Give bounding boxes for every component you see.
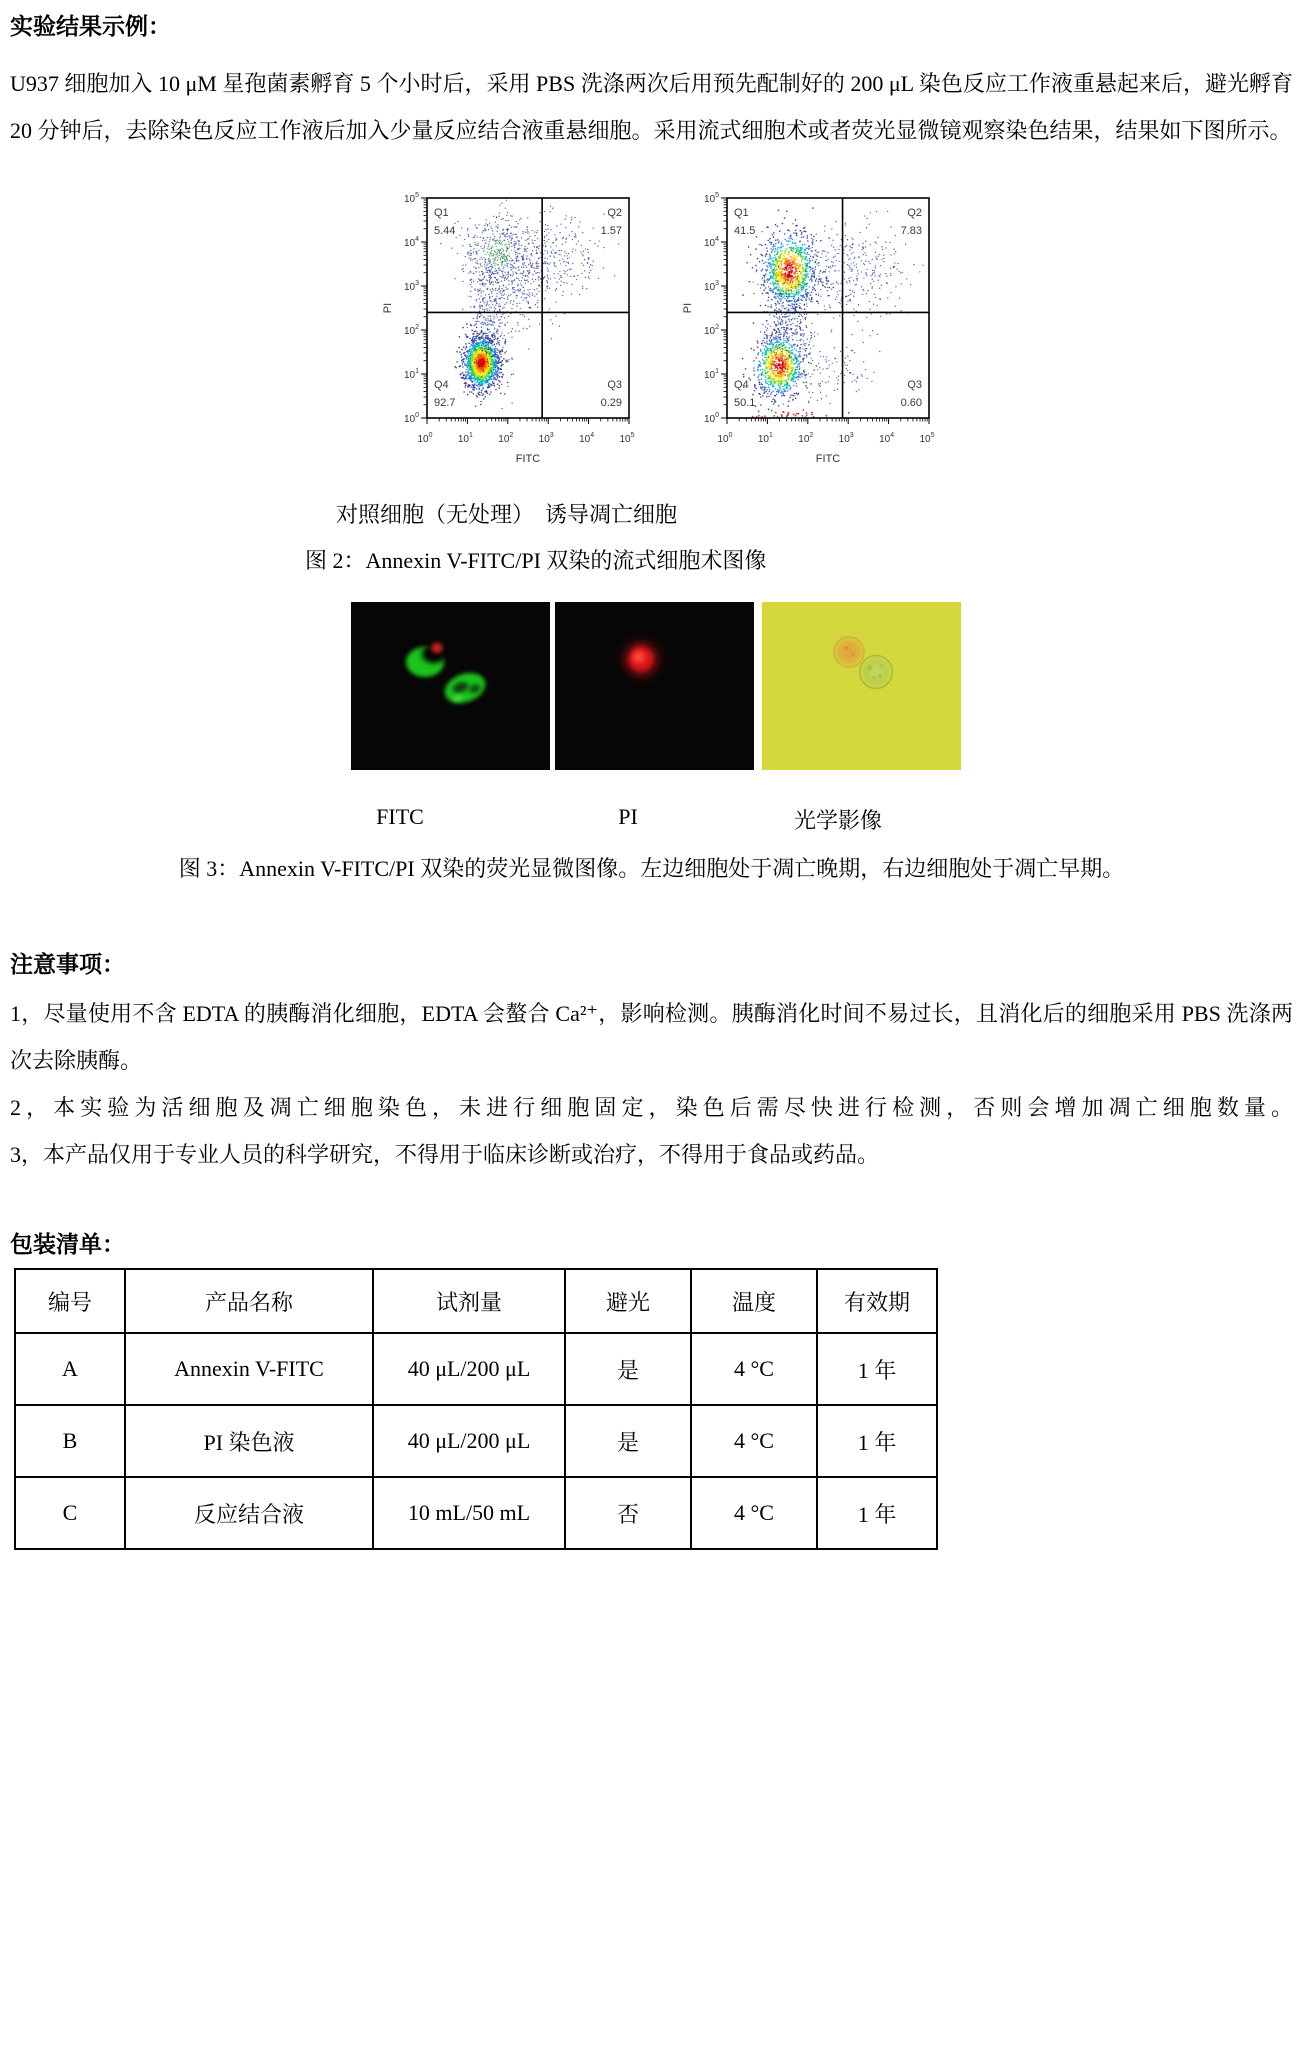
section-title-packing: 包装清单：	[10, 1232, 125, 1257]
svg-text:Q1: Q1	[434, 207, 449, 219]
table-cell: 是	[565, 1405, 691, 1477]
svg-text:101: $10^1$	[403, 368, 419, 381]
section-title-notes: 注意事项：	[10, 952, 125, 977]
table-header-id: 编号	[15, 1269, 125, 1333]
table-row	[15, 1333, 937, 1405]
table-cell: 是	[565, 1333, 691, 1405]
section-title-results: 实验结果示例：	[10, 14, 171, 39]
plot-caption-control: 对照细胞（无处理）	[336, 502, 535, 527]
note-item-1: 1，尽量使用不含 EDTA 的胰酶消化细胞，EDTA 会螯合 Ca²⁺，影响检测。胰酶消化时间不易过长，且消化后的细胞采用 PBS 洗涤两次去除胰酶。	[10, 1001, 1293, 1073]
table-row	[15, 1405, 937, 1477]
optical-image-background	[762, 602, 961, 770]
plot-caption-induced: 诱导凋亡细胞	[545, 502, 678, 527]
figure3-caption: 图 3：Annexin V-FITC/PI 双染的荧光显微图像。左边细胞处于凋亡晚期，右边细胞处于凋亡早期。	[178, 856, 1125, 881]
svg-text:PI: PI	[382, 302, 394, 314]
svg-text:FITC: FITC	[515, 453, 541, 465]
table-header-light: 避光	[565, 1269, 691, 1333]
optical-image	[762, 602, 961, 770]
svg-text:100: $10^0$	[403, 412, 419, 425]
svg-text:103: $10^3$	[538, 432, 554, 445]
table-header-volume: 试剂量	[373, 1269, 565, 1333]
svg-text:Q2: Q2	[607, 207, 622, 219]
optical-green-cell	[858, 654, 894, 690]
svg-text:105: $10^5$	[403, 192, 419, 205]
results-paragraph: U937 细胞加入 10 μM 星孢菌素孵育 5 个小时后，采用 PBS 洗涤两次后用预先配制好的 200 μL 染色反应工作液重悬起来后，避光孵育 20 分钟后，去除染色反应工作液后加入少量反应结合液重悬细胞。采用流式细胞术或者荧光显微镜观察染色结果，结果如下图所示。	[10, 71, 1293, 143]
table-cell: PI 染色液	[125, 1405, 373, 1477]
table-cell: 否	[565, 1477, 691, 1549]
svg-text:102: $10^2$	[498, 432, 514, 445]
table-cell: 4 °C	[691, 1333, 817, 1405]
table-cell: 40 μL/200 μL	[373, 1333, 565, 1405]
table-cell: 1 年	[817, 1477, 937, 1549]
table-cell: C	[15, 1477, 125, 1549]
table-cell: 1 年	[817, 1333, 937, 1405]
svg-text:Q3: Q3	[607, 379, 622, 391]
fitc-image-label: FITC	[376, 804, 424, 829]
table-cell: A	[15, 1333, 125, 1405]
table-cell: 4 °C	[691, 1405, 817, 1477]
svg-text:104: $10^4$	[579, 432, 595, 445]
svg-text:103: $10^3$	[403, 280, 419, 293]
note-item-3: 3，本产品仅用于专业人员的科学研究，不得用于临床诊断或治疗，不得用于食品或药品。	[10, 1142, 880, 1167]
pi-fluorescence-image	[555, 602, 754, 770]
table-cell: 40 μL/200 μL	[373, 1405, 565, 1477]
table-cell: 1 年	[817, 1405, 937, 1477]
table-header-product: 产品名称	[125, 1269, 373, 1333]
table-cell: Annexin V-FITC	[125, 1333, 373, 1405]
packing-table	[14, 1268, 938, 1550]
svg-text:105: $10^5$	[619, 432, 635, 445]
table-row	[15, 1477, 937, 1549]
svg-text:5.44: 5.44	[434, 225, 456, 237]
optical-image-label: 光学影像	[793, 808, 883, 833]
pi-image-label: PI	[618, 804, 638, 829]
svg-text:92.7: 92.7	[434, 397, 456, 409]
table-cell: 10 mL/50 mL	[373, 1477, 565, 1549]
fitc-fluorescence-image	[351, 602, 550, 770]
note-item-2: 2，本实验为活细胞及凋亡细胞染色，未进行细胞固定，染色后需尽快进行检测，否则会增加凋亡细胞数量。	[10, 1095, 1293, 1120]
table-header-temp: 温度	[691, 1269, 817, 1333]
figure-area	[10, 162, 1293, 914]
table-header-row	[15, 1269, 937, 1333]
table-header-shelf-life: 有效期	[817, 1269, 937, 1333]
table-cell: B	[15, 1405, 125, 1477]
table-cell: 反应结合液	[125, 1477, 373, 1549]
svg-text:100: $10^0$	[417, 432, 433, 445]
flow-cytometry-plot-induced	[675, 184, 941, 470]
svg-text:1.57: 1.57	[600, 225, 622, 237]
svg-text:Q4: Q4	[434, 379, 449, 391]
svg-text:102: $10^2$	[403, 324, 419, 337]
pi-image-background	[555, 602, 754, 770]
svg-text:0.29: 0.29	[600, 397, 622, 409]
figure2-caption: 图 2：Annexin V-FITC/PI 双染的流式细胞术图像	[305, 548, 767, 573]
svg-text:104: $10^4$	[403, 236, 419, 249]
fitc-red-spot	[432, 643, 443, 654]
flow-cytometry-plot-control	[375, 184, 641, 470]
svg-text:101: $10^1$	[457, 432, 473, 445]
table-cell: 4 °C	[691, 1477, 817, 1549]
